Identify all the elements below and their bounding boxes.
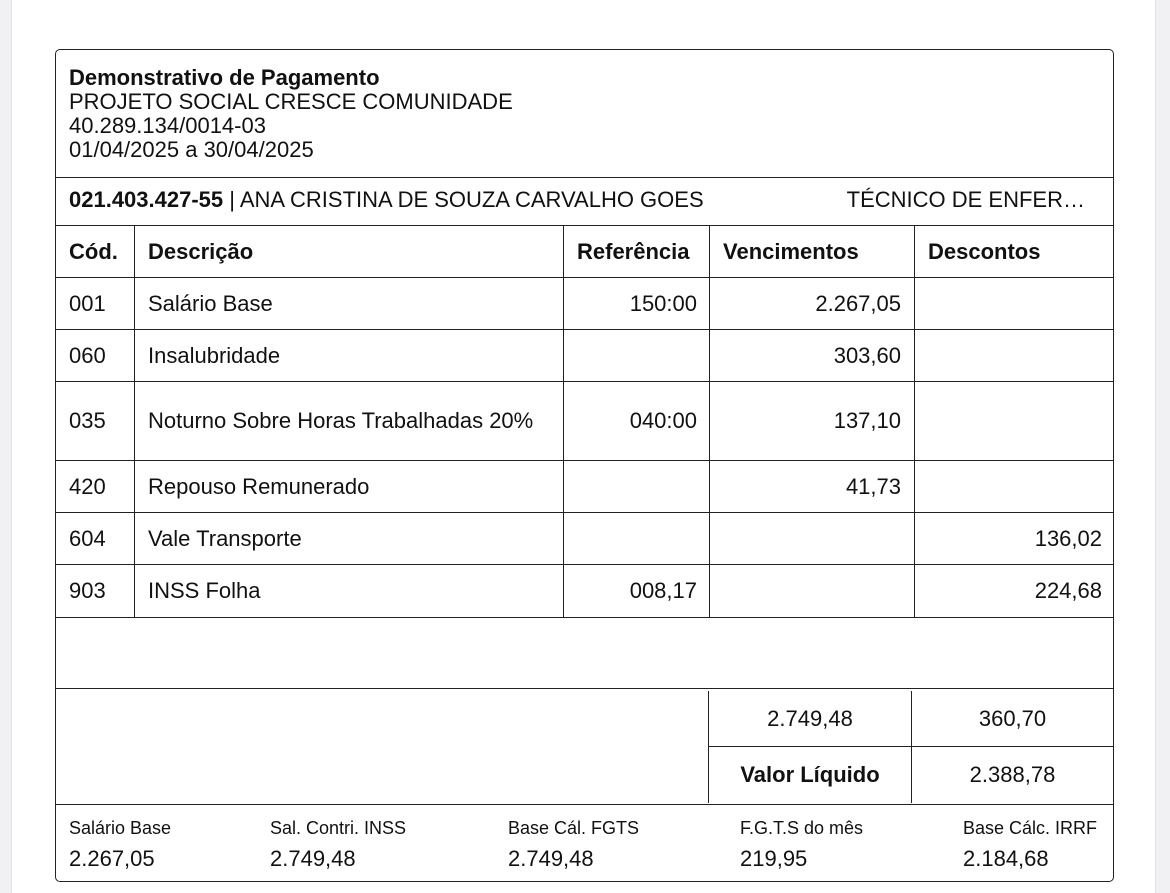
divider [56,177,1113,178]
row-description: Repouso Remunerado [148,473,370,499]
row-deductions [915,382,1102,460]
column-header-reference: Referência [577,238,690,264]
row-reference: 150:00 [629,290,697,316]
total-deductions: 360,70 [978,705,1047,731]
pay-period: 01/04/2025 a 30/04/2025 [69,137,314,162]
footer-value-fgts-month: 219,95 [740,846,808,871]
row-deductions: 224,68 [1034,578,1102,603]
footer-label-base-salary: Salário Base [69,818,172,838]
row-code: 001 [69,290,106,316]
column-header-earnings: Vencimentos [723,238,859,264]
row-deductions: 136,02 [1034,525,1102,551]
footer-value-inss-base: 2.749,48 [270,846,356,871]
payslip-document [55,49,1114,882]
left-page-edge [0,0,12,893]
row-description: Salário Base [148,290,273,316]
employee-role: TÉCNICO DE ENFER… [846,187,1085,212]
row-reference [564,461,697,512]
row-deductions [915,278,1102,329]
row-description: INSS Folha [148,578,261,603]
row-earnings: 303,60 [833,342,901,368]
row-description: Noturno Sobre Horas Trabalhadas 20% [148,408,534,433]
row-earnings: 2.267,05 [815,290,901,316]
divider [56,617,1113,618]
employee-id: 021.403.427-55 [69,187,224,212]
footer-label-fgts-month: F.G.T.S do mês [740,818,864,838]
footer-label-inss-base: Sal. Contri. INSS [270,818,407,838]
column-divider [134,226,135,618]
document-title: Demonstrativo de Pagamento [69,65,380,90]
row-code: 604 [69,525,106,551]
employee-name: ANA CRISTINA DE SOUZA CARVALHO GOES [239,187,704,212]
employee-info [69,187,704,213]
row-deductions [915,330,1102,381]
footer-value-fgts-base: 2.749,48 [508,846,594,871]
row-reference: 008,17 [629,578,697,603]
row-earnings: 137,10 [833,408,901,433]
row-earnings [710,513,901,564]
footer-label-irrf-base: Base Cálc. IRRF [963,818,1098,838]
footer-value-base-salary: 2.267,05 [69,846,155,871]
row-deductions [915,461,1102,512]
footer-value-irrf-base: 2.184,68 [963,846,1049,871]
divider [56,804,1113,805]
divider [56,688,1113,689]
row-reference [564,513,697,564]
row-earnings [710,565,901,617]
total-earnings: 2.749,48 [767,705,853,731]
row-description: Insalubridade [148,342,281,368]
footer-label-fgts-base: Base Cál. FGTS [508,818,640,838]
column-header-description: Descrição [148,238,254,264]
row-reference [564,330,697,381]
company-name: PROJETO SOCIAL CRESCE COMUNIDADE [69,89,513,114]
row-code: 060 [69,342,106,368]
right-page-edge [1155,0,1170,893]
column-header-deductions: Descontos [928,238,1041,264]
row-reference: 040:00 [629,408,697,433]
row-code: 903 [69,578,106,603]
row-code: 035 [69,408,106,433]
column-header-code: Cód. [69,238,118,264]
net-value-label: Valor Líquido [740,762,880,787]
payslip-header [69,66,513,162]
employee-separator: | [223,187,240,212]
row-earnings: 41,73 [845,473,901,499]
net-value: 2.388,78 [969,762,1056,787]
row-code: 420 [69,473,106,499]
row-description: Vale Transporte [148,525,302,551]
company-cnpj: 40.289.134/0014-03 [69,113,266,138]
